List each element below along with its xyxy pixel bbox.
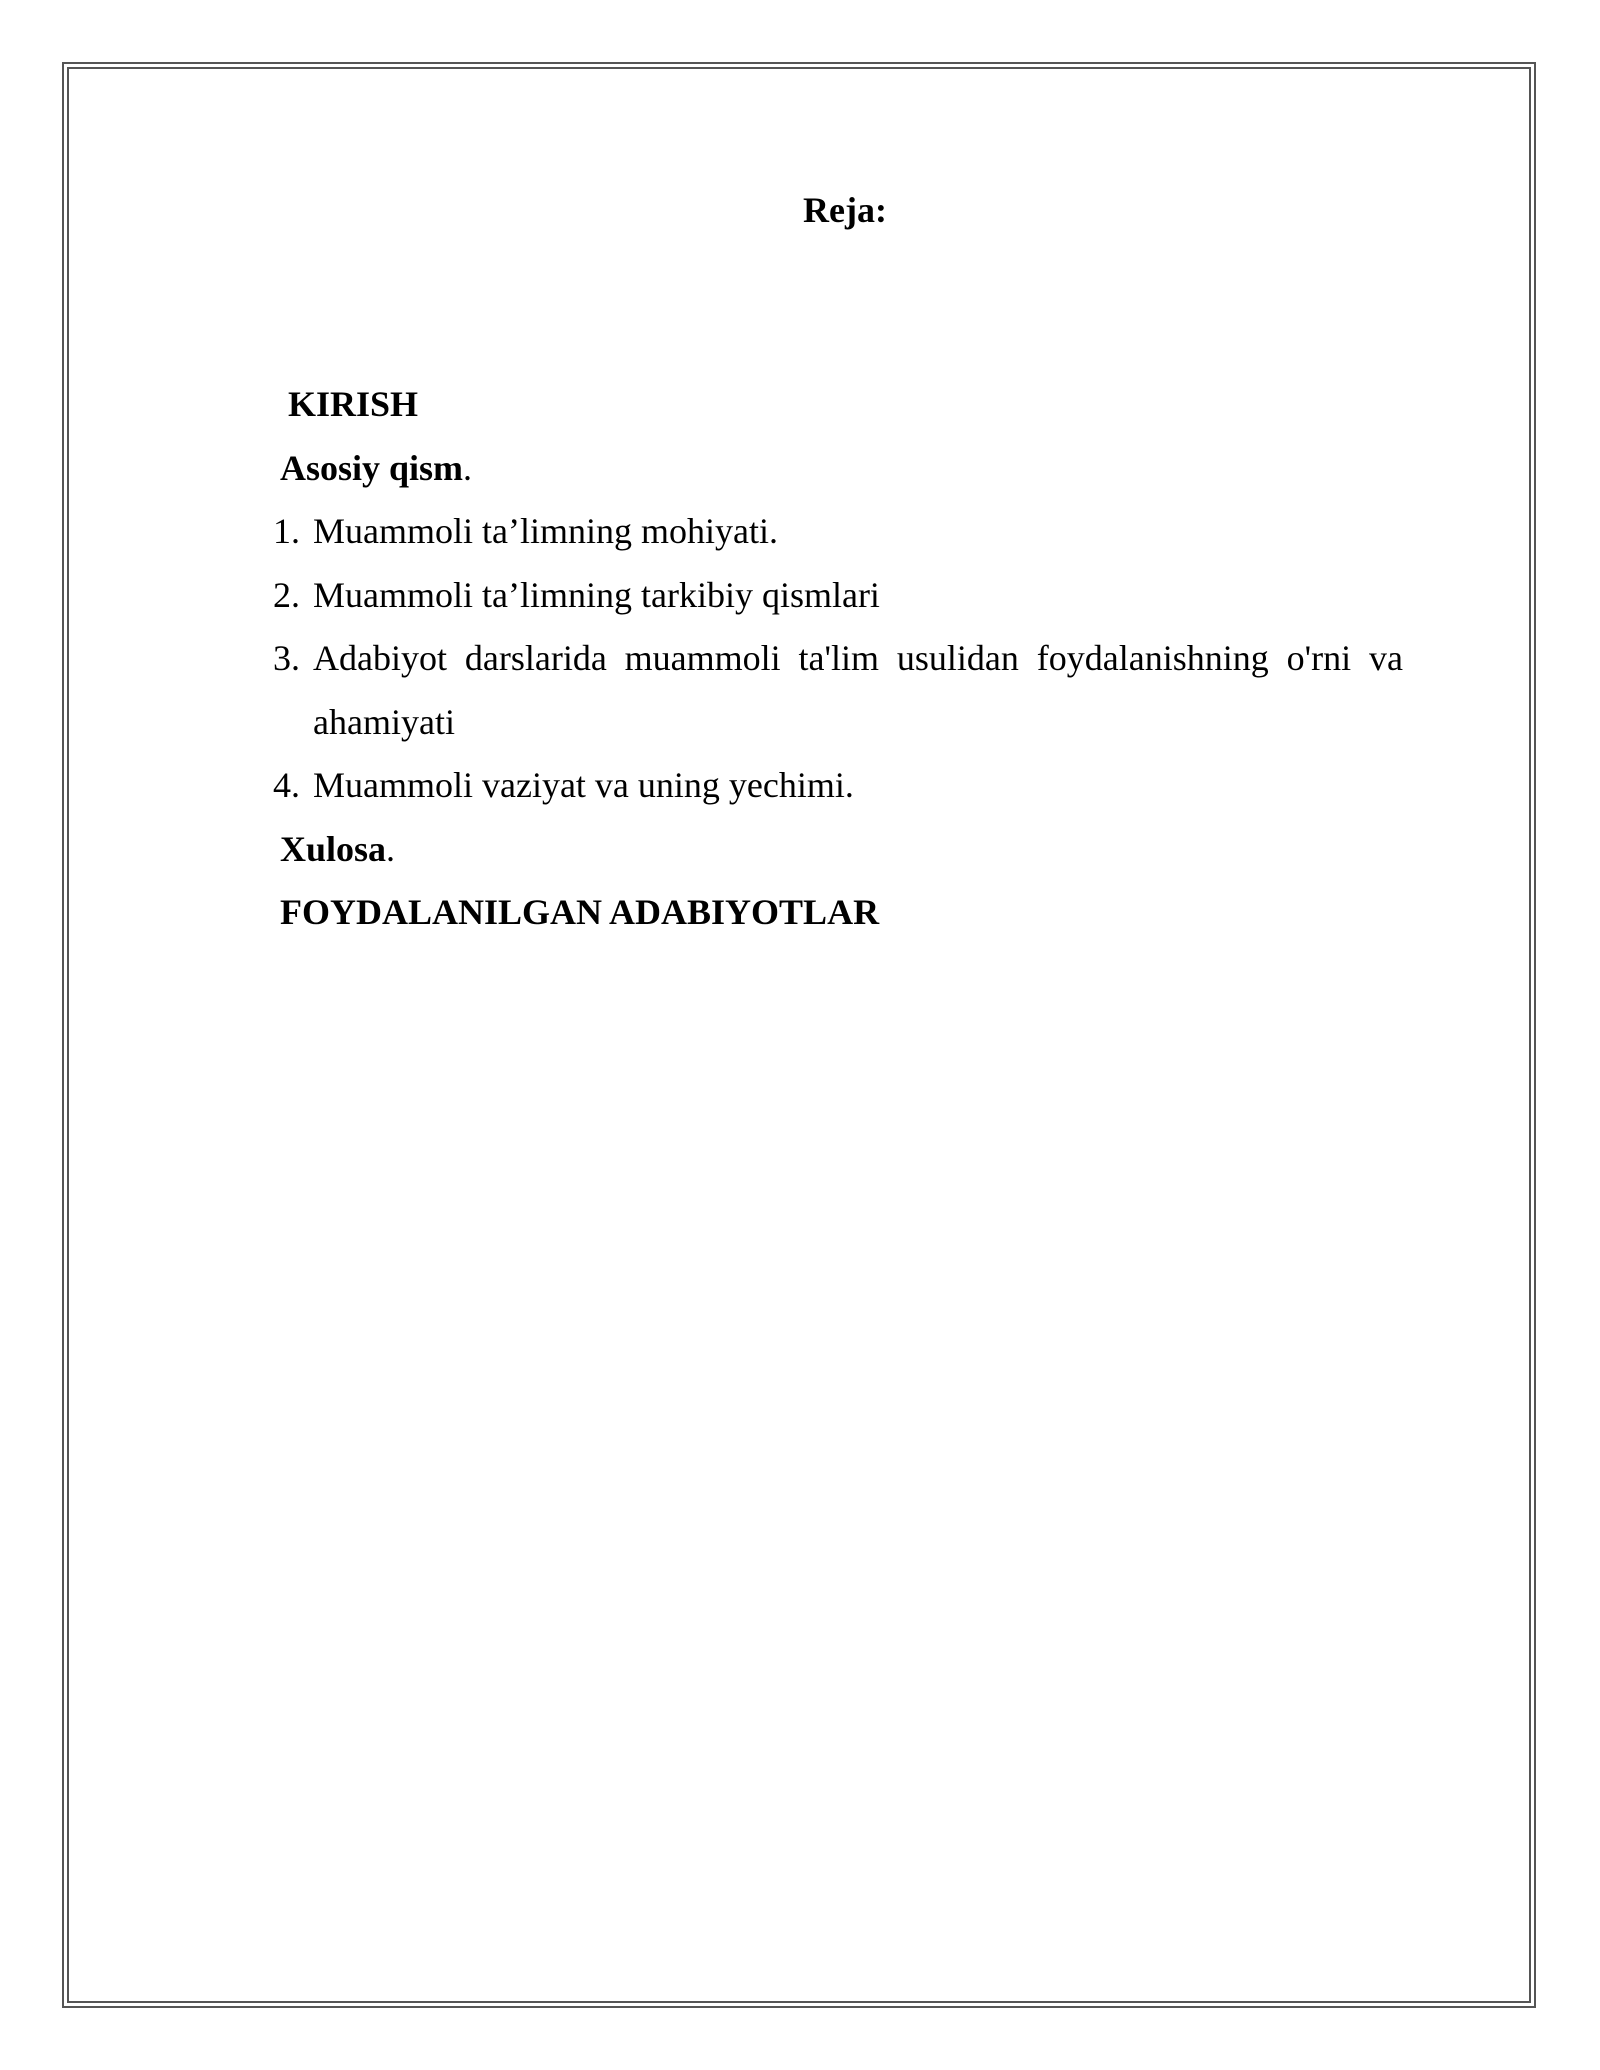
page-border-inner — [67, 67, 1531, 2003]
list-item-text-line1: Adabiyot darslarida muammoli ta'lim usulidan foydalanishning o'rni va — [313, 638, 1403, 678]
conclusion-label: Xulosa — [280, 828, 387, 869]
plan-list — [273, 500, 1410, 818]
list-item — [273, 627, 1410, 754]
list-item-number: 4. — [273, 765, 300, 805]
plan-content — [273, 373, 1410, 945]
list-item-number: 1. — [273, 511, 300, 551]
list-item-number: 3. — [273, 638, 300, 678]
list-item-number: 2. — [273, 574, 300, 615]
list-item-text — [313, 627, 1403, 754]
list-item — [273, 564, 1410, 628]
page-title: Reja: — [803, 190, 887, 230]
main-part-punct: . — [463, 447, 473, 488]
conclusion-punct: . — [386, 828, 396, 869]
intro-heading: KIRISH — [288, 384, 419, 424]
list-item-text: Muammoli vaziyat va uning yechimi. — [313, 765, 854, 805]
main-part-label: Asosiy qism — [280, 447, 464, 488]
list-item — [273, 500, 1410, 564]
list-item-text: Muammoli ta’limning mohiyati. — [313, 511, 778, 551]
list-item — [273, 754, 1410, 818]
conclusion-heading — [280, 818, 1410, 882]
list-item-text: Muammoli ta’limning tarkibiy qismlari — [313, 574, 880, 615]
list-item-text-line2: ahamiyati — [313, 701, 455, 742]
main-part-heading — [280, 437, 1410, 501]
references-heading: FOYDALANILGAN ADABIYOTLAR — [280, 892, 880, 932]
